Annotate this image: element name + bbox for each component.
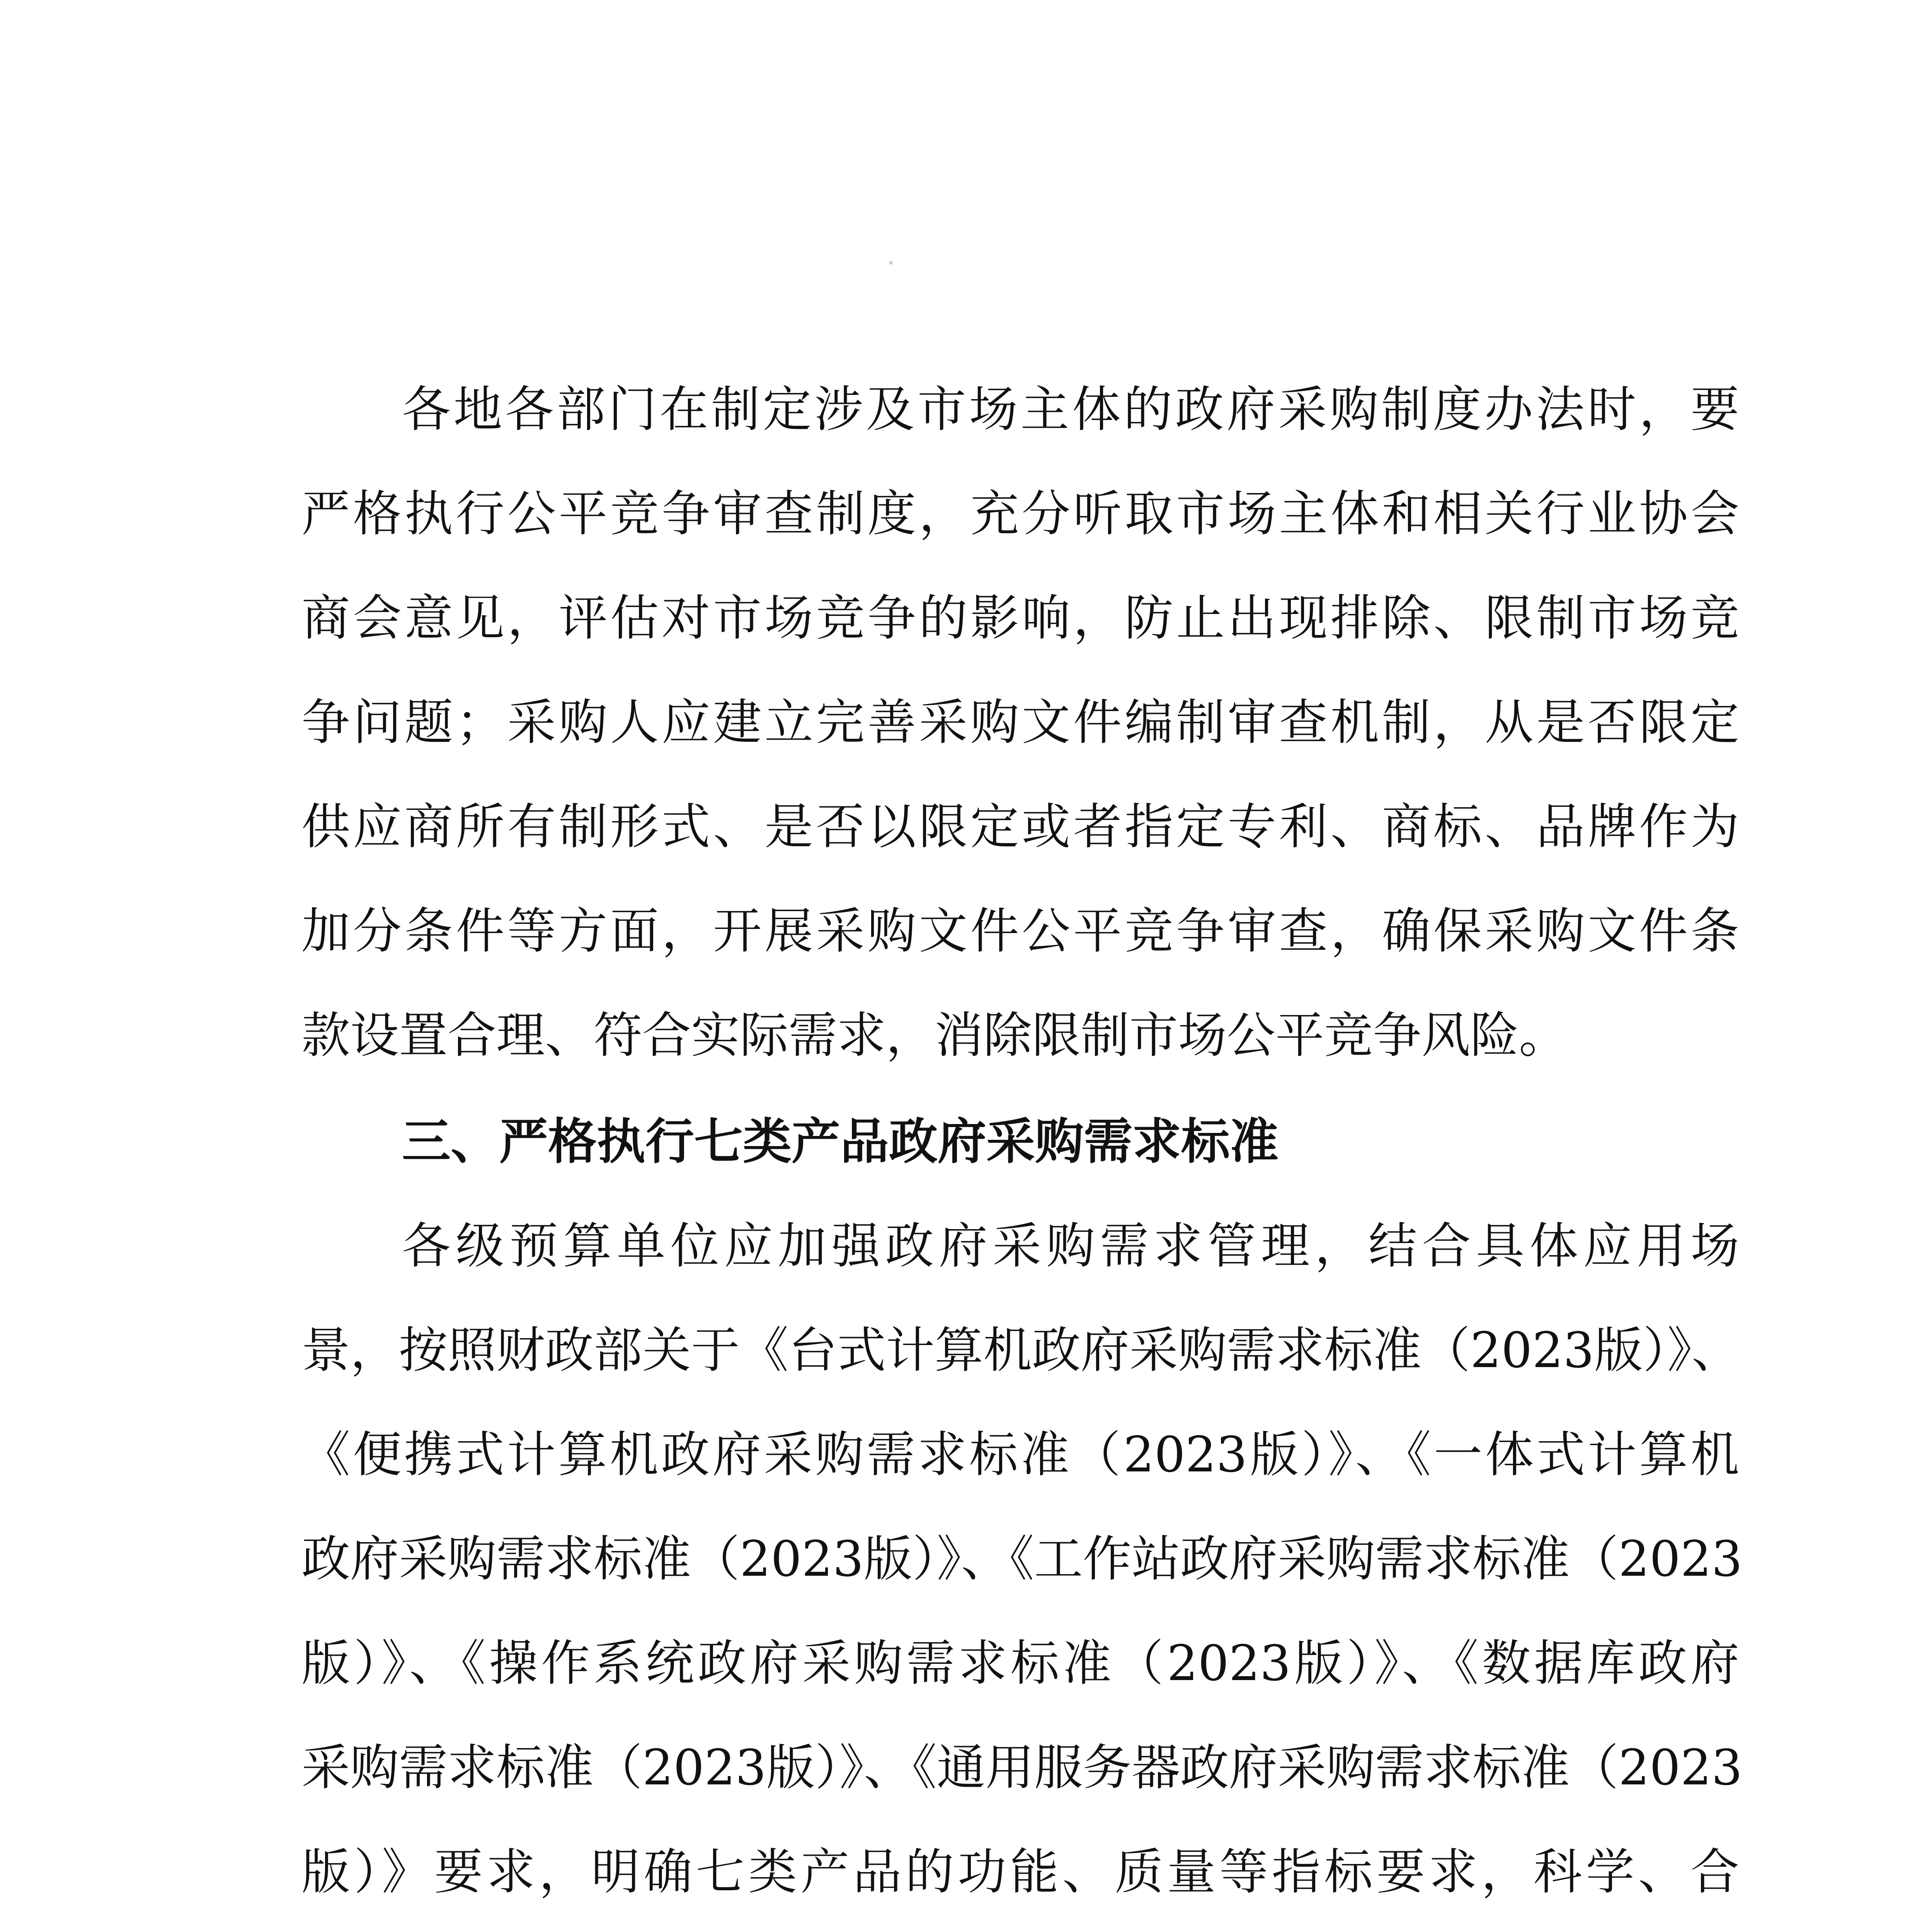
paragraph-1-line-5: 供应商所有制形式、是否以限定或者指定专利、商标、品牌作为 (301, 798, 1739, 855)
paragraph-1-line-7: 款设置合理、符合实际需求，消除限制市场公平竞争风险。 (301, 1007, 1568, 1064)
paragraph-1-line-2: 严格执行公平竞争审查制度，充分听取市场主体和相关行业协会 (301, 485, 1739, 542)
paragraph-2-line-7: 版）》要求，明确七类产品的功能、质量等指标要求，科学、合 (301, 1844, 1739, 1900)
paragraph-2-line-5: 版）》、《操作系统政府采购需求标准（2023版）》、《数据库政府 (301, 1635, 1739, 1692)
paragraph-2-line-3: 《便携式计算机政府采购需求标准（2023版）》、《一体式计算机 (301, 1426, 1739, 1483)
paragraph-1-line-4: 争问题；采购人应建立完善采购文件编制审查机制，从是否限定 (301, 694, 1739, 751)
paragraph-2-line-1: 各级预算单位应加强政府采购需求管理，结合具体应用场 (402, 1218, 1739, 1274)
section-heading: 三、严格执行七类产品政府采购需求标准 (402, 1113, 1279, 1170)
paragraph-1-line-6: 加分条件等方面，开展采购文件公平竞争审查，确保采购文件条 (301, 903, 1739, 959)
scan-speck (889, 261, 893, 265)
paragraph-2-line-6: 采购需求标准（2023版）》、《通用服务器政府采购需求标准（2023 (301, 1739, 1743, 1796)
paragraph-1-line-3: 商会意见，评估对市场竞争的影响，防止出现排除、限制市场竞 (301, 590, 1739, 646)
paragraph-2-line-4: 政府采购需求标准（2023版）》、《工作站政府采购需求标准（2023 (301, 1531, 1743, 1587)
paragraph-2-line-2: 景，按照财政部关于《台式计算机政府采购需求标准（2023版）》、 (301, 1322, 1740, 1379)
paragraph-1-line-1: 各地各部门在制定涉及市场主体的政府采购制度办法时，要 (402, 381, 1739, 438)
